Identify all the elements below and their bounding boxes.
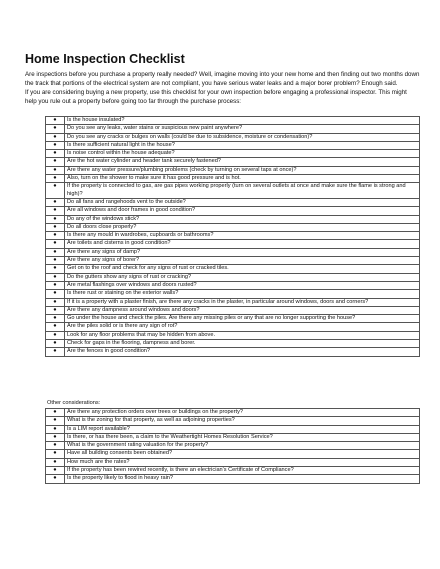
other-considerations-heading: Other considerations: <box>47 400 101 406</box>
other-considerations-table <box>45 408 420 484</box>
checklist-row <box>46 215 420 223</box>
bullet-icon: ● <box>46 198 65 206</box>
checklist-row <box>46 240 420 248</box>
bullet-icon: ● <box>46 433 65 441</box>
bullet-icon: ● <box>46 117 65 125</box>
checklist-item-text: Get on to the roof and check for any signs of rust or cracked tiles. <box>65 265 420 273</box>
checklist-item-text: Check for gaps in the flooring, dampness and borer. <box>65 340 420 348</box>
bullet-icon: ● <box>46 340 65 348</box>
bullet-icon: ● <box>46 331 65 339</box>
bullet-icon: ● <box>46 125 65 133</box>
checklist-row <box>46 175 420 183</box>
checklist-item-text: Look for any floor problems that may be hidden from above. <box>65 331 420 339</box>
checklist-row <box>46 306 420 314</box>
checklist-row <box>46 290 420 298</box>
checklist-row <box>46 207 420 215</box>
checklist-row <box>46 158 420 166</box>
checklist-row <box>46 273 420 281</box>
checklist-row <box>46 409 420 417</box>
bullet-icon: ● <box>46 133 65 141</box>
checklist-row <box>46 315 420 323</box>
bullet-icon: ● <box>46 417 65 425</box>
checklist-row <box>46 458 420 466</box>
checklist-item-text: Is the house insulated? <box>65 117 420 125</box>
checklist-row <box>46 323 420 331</box>
checklist-row <box>46 425 420 433</box>
checklist-item-text: Are there any signs of borer? <box>65 257 420 265</box>
bullet-icon: ● <box>46 450 65 458</box>
checklist-row <box>46 467 420 475</box>
intro-text <box>25 70 420 106</box>
bullet-icon: ● <box>46 207 65 215</box>
bullet-icon: ● <box>46 257 65 265</box>
checklist-item-text: Go under the house and check the piles. Are there any missing piles or any that are no longer supporting the house? <box>65 315 420 323</box>
bullet-icon: ● <box>46 467 65 475</box>
checklist-item-text: Are the fences in good condition? <box>65 348 420 356</box>
checklist-row <box>46 257 420 265</box>
checklist-item-text: Are there any dampness around windows and doors? <box>65 306 420 314</box>
bullet-icon: ● <box>46 150 65 158</box>
checklist-item-text: What is the zoning for that property, as well as adjoining properties? <box>65 417 420 425</box>
checklist-row <box>46 348 420 356</box>
checklist-item-text: Do all fans and rangehoods vent to the outside? <box>65 198 420 206</box>
bullet-icon: ● <box>46 442 65 450</box>
bullet-icon: ● <box>46 458 65 466</box>
checklist-item-text: Do any of the windows stick? <box>65 215 420 223</box>
checklist-row <box>46 183 420 199</box>
checklist-row <box>46 265 420 273</box>
checklist-row <box>46 433 420 441</box>
checklist-item-text: Are toilets and cisterns in good condition? <box>65 240 420 248</box>
checklist-item-text: Do the gutters show any signs of rust or cracking? <box>65 273 420 281</box>
checklist-item-text: Are the piles solid or is there any sign of rot? <box>65 323 420 331</box>
checklist-row <box>46 150 420 158</box>
checklist-item-text: Is noise control within the house adequate? <box>65 150 420 158</box>
checklist-row <box>46 331 420 339</box>
checklist-item-text: If the property has been rewired recently, is there an electrician's Certificate of Compliance? <box>65 467 420 475</box>
checklist-item-text: Also, turn on the shower to make sure it has good pressure and is hot. <box>65 175 420 183</box>
checklist-item-text: Have all building consents been obtained? <box>65 450 420 458</box>
bullet-icon: ● <box>46 175 65 183</box>
checklist-item-text: Do you see any leaks, water stains or suspicious new paint anywhere? <box>65 125 420 133</box>
checklist-table <box>45 116 420 357</box>
checklist-row <box>46 248 420 256</box>
bullet-icon: ● <box>46 306 65 314</box>
bullet-icon: ● <box>46 348 65 356</box>
checklist-item-text: Is there sufficient natural light in the house? <box>65 141 420 149</box>
intro-paragraph-1: Are inspections before you purchase a property really needed? Well, imagine moving into your new home and then finding out two months down the track that portions of the electrical system are not compliant, you have serious water leaks and a major borer problem? Enough said. <box>25 71 420 87</box>
bullet-icon: ● <box>46 248 65 256</box>
checklist-row <box>46 281 420 289</box>
bullet-icon: ● <box>46 158 65 166</box>
bullet-icon: ● <box>46 298 65 306</box>
bullet-icon: ● <box>46 232 65 240</box>
checklist-item-text: Is a LIM report available? <box>65 425 420 433</box>
checklist-row <box>46 442 420 450</box>
checklist-row <box>46 133 420 141</box>
page-title: Home Inspection Checklist <box>25 52 185 66</box>
bullet-icon: ● <box>46 475 65 483</box>
checklist-item-text: Is there, or has there been, a claim to the Weathertight Homes Resolution Service? <box>65 433 420 441</box>
checklist-row <box>46 117 420 125</box>
bullet-icon: ● <box>46 425 65 433</box>
checklist-row <box>46 298 420 306</box>
checklist-item-text: Are there any protection orders over trees or buildings on the property? <box>65 409 420 417</box>
checklist-row <box>46 232 420 240</box>
checklist-item-text: Are metal flashings over windows and doors rusted? <box>65 281 420 289</box>
bullet-icon: ● <box>46 166 65 174</box>
checklist-item-text: If it is a property with a plaster finish, are there any cracks in the plaster, in particular around windows, doors and corners? <box>65 298 420 306</box>
checklist-item-text: What is the government rating valuation for the property? <box>65 442 420 450</box>
checklist-row <box>46 475 420 483</box>
checklist-item-text: Is the property likely to flood in heavy rain? <box>65 475 420 483</box>
bullet-icon: ● <box>46 215 65 223</box>
checklist-row <box>46 223 420 231</box>
bullet-icon: ● <box>46 141 65 149</box>
checklist-row <box>46 198 420 206</box>
checklist-row <box>46 141 420 149</box>
checklist-item-text: Is there rust or staining on the exterior walls? <box>65 290 420 298</box>
checklist-item-text: Do you see any cracks or bulges on walls (could be due to subsidence, moisture or condensation)? <box>65 133 420 141</box>
checklist-item-text: If the property is connected to gas, are gas pipes working properly (turn on several outlets at once and make sure the flame is strong and high)? <box>65 183 420 199</box>
bullet-icon: ● <box>46 281 65 289</box>
bullet-icon: ● <box>46 315 65 323</box>
bullet-icon: ● <box>46 223 65 231</box>
bullet-icon: ● <box>46 290 65 298</box>
checklist-row <box>46 417 420 425</box>
bullet-icon: ● <box>46 409 65 417</box>
bullet-icon: ● <box>46 183 65 199</box>
checklist-item-text: Are all windows and door frames in good condition? <box>65 207 420 215</box>
checklist-item-text: Are the hot water cylinder and header tank securely fastened? <box>65 158 420 166</box>
bullet-icon: ● <box>46 265 65 273</box>
checklist-row <box>46 340 420 348</box>
checklist-row <box>46 450 420 458</box>
bullet-icon: ● <box>46 240 65 248</box>
checklist-row <box>46 166 420 174</box>
checklist-item-text: How much are the rates? <box>65 458 420 466</box>
checklist-item-text: Do all doors close properly? <box>65 223 420 231</box>
checklist-item-text: Is there any mould in wardrobes, cupboards or bathrooms? <box>65 232 420 240</box>
checklist-row <box>46 125 420 133</box>
checklist-item-text: Are there any water pressure/plumbing problems (check by turning on several taps at once)? <box>65 166 420 174</box>
intro-paragraph-2: If you are considering buying a new property, use this checklist for your own inspection before engaging a professional inspector. This might help you rule out a property before going too far through the purchase process: <box>25 89 407 105</box>
checklist-item-text: Are there any signs of damp? <box>65 248 420 256</box>
bullet-icon: ● <box>46 323 65 331</box>
bullet-icon: ● <box>46 273 65 281</box>
